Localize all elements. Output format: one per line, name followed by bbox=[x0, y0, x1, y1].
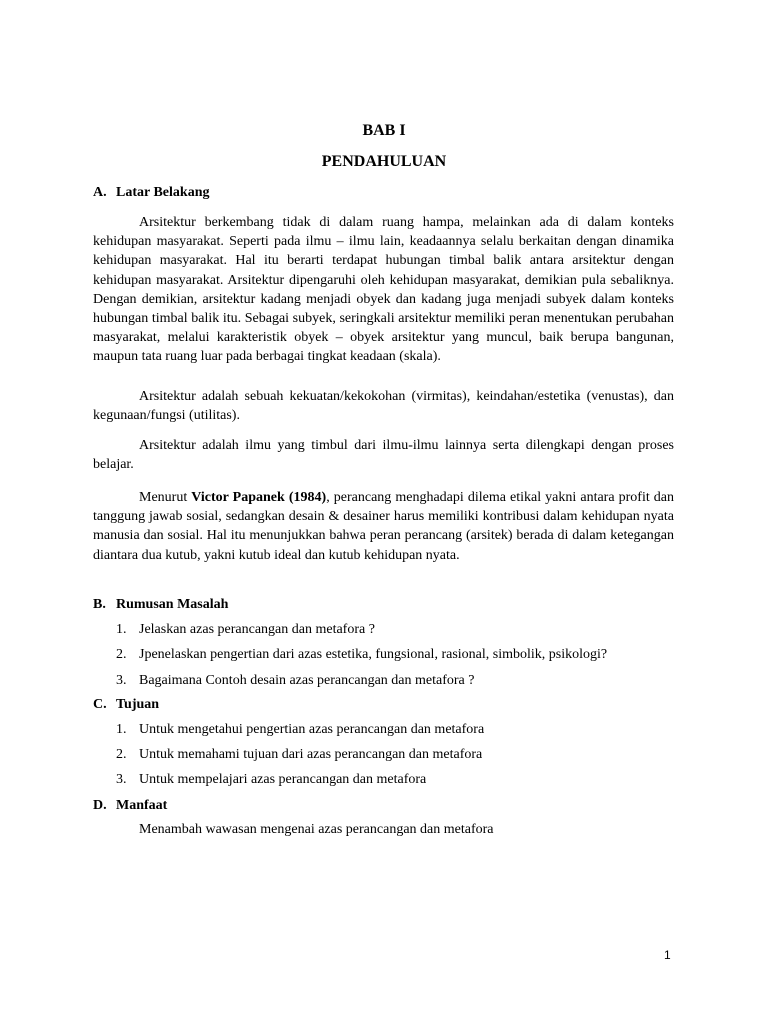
list-number: 1. bbox=[116, 722, 127, 737]
list-number: 3. bbox=[116, 772, 127, 787]
list-text: Jpenelaskan pengertian dari azas estetika, fungsional, rasional, simbolik, psikologi? bbox=[139, 647, 608, 662]
list-text: Untuk mempelajari azas perancangan dan metafora bbox=[139, 772, 427, 787]
section-title: Rumusan Masalah bbox=[116, 597, 229, 612]
list-item bbox=[116, 747, 482, 763]
section-title: Manfaat bbox=[116, 798, 168, 813]
section-heading-tujuan bbox=[93, 697, 159, 713]
section-heading-latar-belakang bbox=[93, 185, 209, 201]
list-text: Jelaskan azas perancangan dan metafora ? bbox=[139, 622, 375, 637]
paragraph-text: Arsitektur berkembang tidak di dalam ruang hampa, melainkan ada di dalam konteks kehidupan masyarakat. Seperti pada ilmu – ilmu lain, keadaannya selalu berkaitan dengan dinamika kehidupan masyarakat. Hal itu berarti terdapat hubungan timbal balik antara arsitektur dengan kehidupan masyarakat. Arsitektur dipengaruhi oleh kehidupan masyarakat, demikian pula sebaliknya. Dengan demikian, arsitektur kadang menjadi obyek dan kadang juga menjadi subyek dalam konteks hubungan timbal balik itu. Sebagai subyek, seringkali arsitektur memiliki peran menentukan perubahan masyarakat, melalui karakteristik obyek – obyek arsitektur yang muncul, baik berupa bangunan, maupun tata ruang luar pada berbagai tingkat keadaan (skala). bbox=[93, 215, 674, 365]
paragraph-latar-3 bbox=[93, 436, 674, 474]
chapter-title: PENDAHULUAN bbox=[321, 153, 447, 170]
section-heading-manfaat bbox=[93, 798, 167, 814]
list-item bbox=[116, 772, 426, 788]
author-citation: Victor Papanek (1984) bbox=[191, 490, 327, 505]
paragraph-text: Arsitektur adalah sebuah kekuatan/kekokohan (virmitas), keindahan/estetika (venustas), dan kegunaan/fungsi (utilitas). bbox=[93, 389, 674, 424]
list-number: 3. bbox=[116, 673, 127, 688]
list-number: 2. bbox=[116, 647, 127, 662]
section-letter: A. bbox=[93, 185, 107, 200]
chapter-number: BAB I bbox=[362, 122, 406, 139]
manfaat-text: Menambah wawasan mengenai azas perancangan dan metafora bbox=[139, 822, 494, 837]
section-title: Latar Belakang bbox=[116, 185, 210, 200]
paragraph-latar-1 bbox=[93, 213, 674, 367]
paragraph-latar-2 bbox=[93, 387, 674, 425]
list-item bbox=[116, 647, 607, 663]
list-number: 2. bbox=[116, 747, 127, 762]
section-letter: B. bbox=[93, 597, 106, 612]
list-number: 1. bbox=[116, 622, 127, 637]
page-number: 1 bbox=[664, 948, 671, 962]
paragraph-latar-4 bbox=[93, 488, 674, 565]
paragraph-intro: Menurut bbox=[139, 490, 192, 505]
section-letter: D. bbox=[93, 798, 107, 813]
section-title: Tujuan bbox=[116, 697, 160, 712]
list-text: Untuk memahami tujuan dari azas perancangan dan metafora bbox=[139, 747, 483, 762]
paragraph-text: , perancang menghadapi dilema etikal yakni antara profit dan tanggung jawab sosial, sedangkan desain & desainer harus memiliki kontribusi dalam kehidupan nyata manusia dan sosial. Hal itu menunjukkan bahwa peran perancang (arsitek) berada di dalam ketegangan diantara dua kutub, yakni kutub ideal dan kutub kehidupan nyata. bbox=[93, 490, 675, 563]
section-heading-rumusan-masalah bbox=[93, 597, 228, 613]
paragraph-text: Arsitektur adalah ilmu yang timbul dari ilmu-ilmu lainnya serta dilengkapi dengan proses belajar. bbox=[93, 438, 674, 473]
list-item bbox=[116, 673, 474, 689]
list-item bbox=[116, 722, 484, 738]
section-letter: C. bbox=[93, 697, 107, 712]
list-item bbox=[116, 622, 375, 638]
list-text: Bagaimana Contoh desain azas perancangan dan metafora ? bbox=[139, 673, 475, 688]
list-text: Untuk mengetahui pengertian azas perancangan dan metafora bbox=[139, 722, 485, 737]
